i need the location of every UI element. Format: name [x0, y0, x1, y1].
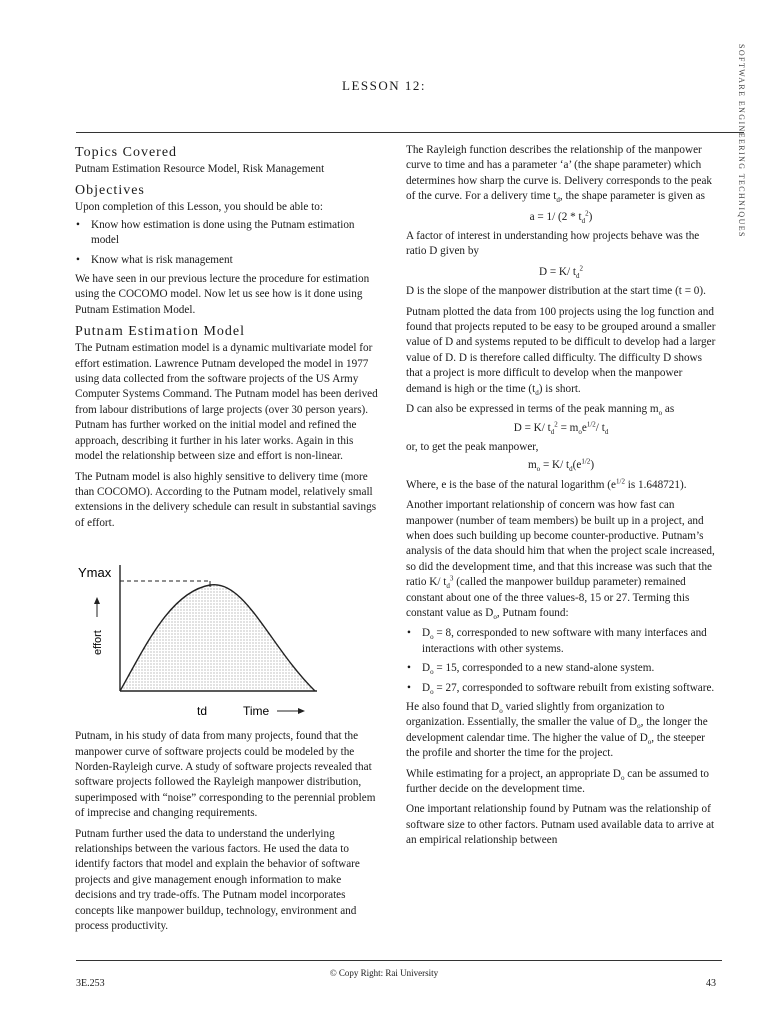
putnam-paragraph-3: Putnam, in his study of data from many projects, found that the manpower curve of software projects could be modeled by the Norden-Rayleigh curve. A study of software projects revealed that software projects followed the Rayleigh manpower distribution, superimposed with “noise” corresponding to the perennial problem of imprecise and changing requirements.: [75, 730, 376, 820]
footer-divider: [76, 960, 722, 961]
buildup-paragraph: Another important relationship of concern was how fast can manpower (number of team members) be built up in a project, and when does such building up become counter-productive. Putnam’s analysis of the data should him that when the project scale increased, so did the development time, and that this increase was such that the ratio K/ $t_d^3$ (called the manpower buildup parameter) remained constant about one of the three values-8, 15 or 27. Terming this constant value as $D_o$, Putnam found:: [406, 499, 715, 622]
peak-manning-paragraph: D can also be expressed in terms of the peak manning $m_o$ as: [406, 403, 675, 418]
estimating-paragraph: While estimating for a project, an appropriate $D_o$ can be assumed to further decide on the development time.: [406, 767, 709, 796]
organization-paragraph: He also found that $D_o$ varied slightly from organization to organization. Essentially, the smaller the value of $D_o$, the longer the development calendar time. The higher the value of $D_o$, the steeper the profile and shorter the time for the project.: [406, 701, 708, 760]
size-relationship-paragraph: One important relationship found by Putnam was the relationship of software size to other factors. Putnam used available data to arrive at an empirical relationship between: [406, 803, 715, 847]
peak-manpower-intro: or, to get the peak manpower,: [406, 440, 539, 453]
ratio-paragraph: A factor of interest in understanding how projects behave was the ratio D given by: [406, 230, 700, 258]
buildup-value-item: • $D_o = 8$, corresponded to new software with many interfaces and interactions with other systems.: [406, 626, 716, 657]
ymax-label: Ymax: [78, 565, 112, 581]
difficulty-paragraph: Putnam plotted the data from 100 projects using the log function and found that projects reputed to be easy to be grouped around a smaller value of D and systems reputed to be difficult to develop had a larger value of D. D is therefore called difficulty. The difficulty D shows that a project is more difficult to develop when the manpower demand is high or the time $(t_d)$ is short.: [406, 305, 716, 397]
putnam-paragraph-4: Putnam further used the data to understand the underlying relationships between the various factors. He used the data to identify factors that model and explain the behavior of software projects and give management enough information to make decisions and try trade-offs. The Putnam model incorporates concepts like manpower buildup, technology, environment and process productivity.: [75, 827, 360, 932]
objective-item: • Know how estimation is done using the Putnam estimation model: [75, 218, 383, 249]
curve-area: [120, 585, 315, 691]
objectives-intro: Upon completion of this Lesson, you should be able to:: [75, 201, 323, 214]
objectives-list: [75, 218, 383, 268]
objective-item: • Know what is risk management: [75, 253, 383, 268]
buildup-values-list: [406, 626, 716, 696]
slope-paragraph: D is the slope of the manpower distribution at the start time (t = 0).: [406, 285, 706, 298]
td-label: td: [197, 704, 208, 719]
difficulty-formula: D = K/ $t_d^2$: [538, 264, 584, 281]
document-code: 3E.253: [76, 978, 105, 989]
side-tab-label: SOFTWARE ENGINEERING TECHNIQUES: [737, 44, 746, 238]
peak-manning-formula: D = K/ $t_d^2 = m_oe^{1/2}/$ $t_d$: [513, 419, 609, 436]
lesson-title: LESSON 12:: [342, 78, 426, 93]
putnam-heading: Putnam Estimation Model: [75, 324, 245, 340]
peak-manpower-formula: $m_o = K/$ $t_d(e^{1/2})$: [527, 457, 595, 474]
page-number: 43: [706, 978, 716, 989]
putnam-paragraph-1: The Putnam estimation model is a dynamic multivariate model for effort estimation. Lawrence Putnam developed the model in 1977 using data collected from the software projects of the US Army Computer Systems Command. The Putnam model has been derived from labour distributions of large projects (over 30 person years). Putnam has further worked on the initial model and refined the approach, describing it further in his later works. Again in this model the relationship between size and effort is non-linear.: [75, 342, 378, 463]
shape-parameter-formula: a = 1/ $(2 * t_d^2)$: [529, 208, 593, 225]
objectives-heading: Objectives: [75, 183, 145, 199]
right-column: [406, 143, 716, 854]
time-label: Time: [243, 704, 270, 719]
putnam-paragraph-2: The Putnam model is also highly sensitive to delivery time (more than COCOMO). According to the Putnam model, relatively small extensions in the delivery schedule can result in substantial savings of effort.: [75, 470, 377, 529]
rayleigh-paragraph: The Rayleigh function describes the relationship of the manpower curve to time and has a parameter ‘a’ (the shape parameter) which determines how sharp the curve is. Delivery corresponds to the peak of the curve. For a delivery time $t_d$, the shape parameter is given as: [406, 144, 713, 205]
left-column: [75, 142, 383, 939]
time-arrow-head: [298, 708, 305, 714]
natural-log-paragraph: Where, e is the base of the natural logarithm ($e^{1/2}$ is 1.648721).: [406, 476, 687, 491]
copyright-notice: © Copy Right: Rai University: [329, 968, 439, 978]
effort-label: effort: [92, 630, 104, 656]
header-divider: [76, 132, 744, 133]
intro-paragraph: We have seen in our previous lecture the procedure for estimation using the COCOMO model. Now let us see how is it done using Putnam Estimation Model.: [75, 273, 370, 316]
topics-text: Putnam Estimation Resource Model, Risk Management: [75, 163, 325, 175]
topics-heading: Topics Covered: [75, 145, 178, 160]
buildup-value-item: • $D_o = 27$, corresponded to software rebuilt from existing software.: [406, 681, 716, 696]
buildup-value-item: • $D_o = 15$, corresponded to a new stand-alone system.: [406, 661, 716, 676]
effort-arrow-head: [94, 597, 100, 604]
rayleigh-curve-figure: [75, 537, 325, 727]
